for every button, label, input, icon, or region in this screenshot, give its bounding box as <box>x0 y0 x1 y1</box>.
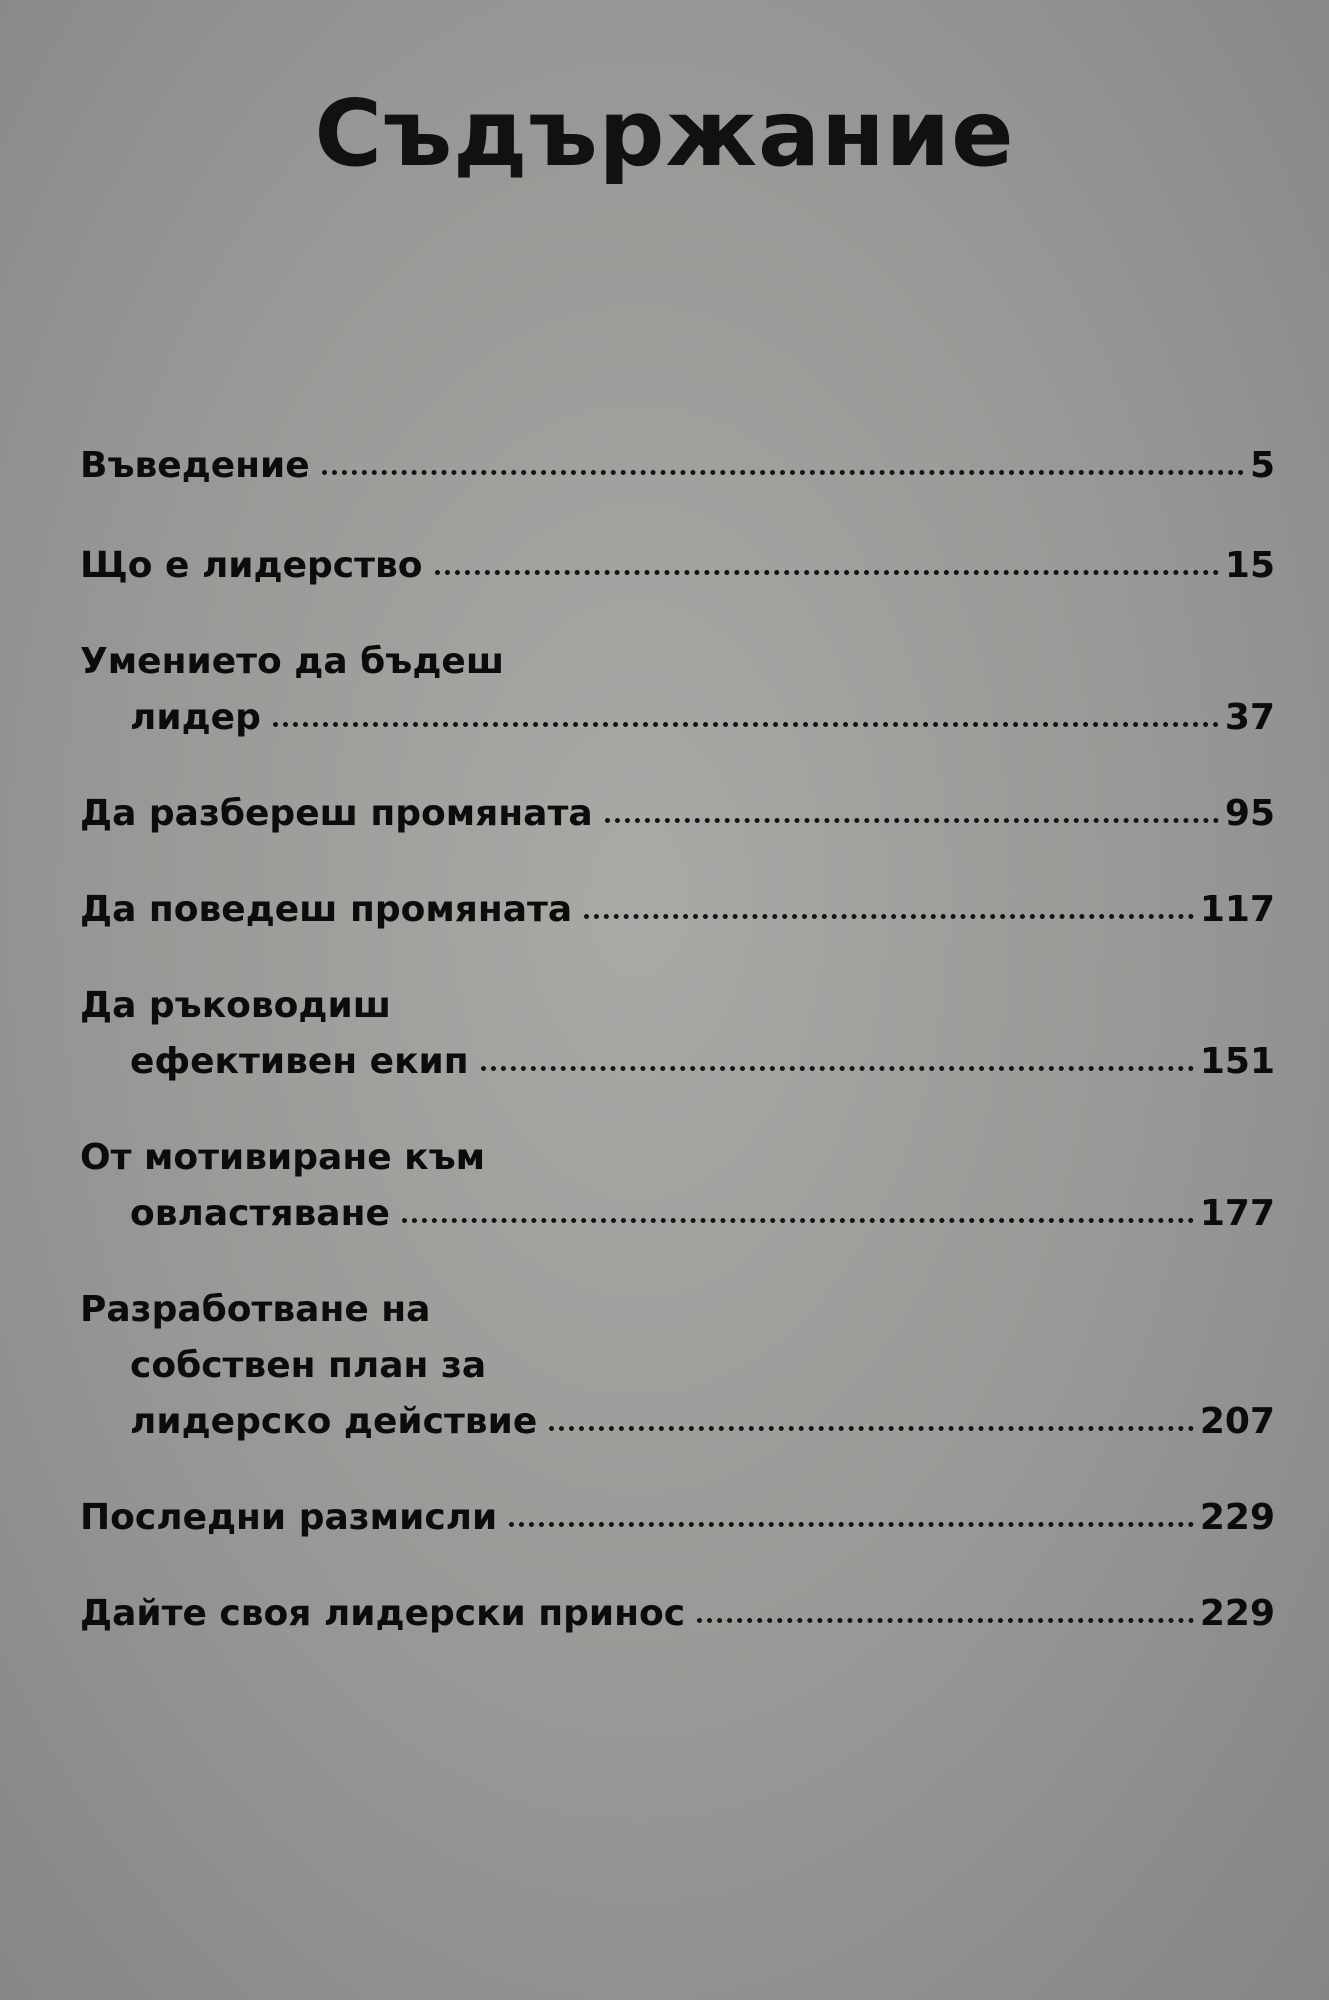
toc-page-number: 15 <box>1224 545 1275 586</box>
page-title: Съдържание <box>314 80 1015 187</box>
toc-entry-line <box>80 882 1275 938</box>
toc-page-number: 177 <box>1199 1193 1275 1234</box>
toc-entry-line <box>80 1282 1275 1338</box>
toc-entry-title-continued: лидер <box>130 697 261 738</box>
toc-entry-title: Да ръководиш <box>80 985 391 1026</box>
dot-leader <box>697 1618 1194 1623</box>
toc-entry <box>80 978 1275 1090</box>
toc-entry-title: От мотивиране към <box>80 1137 486 1178</box>
toc-entry <box>80 1130 1275 1242</box>
toc-entry-title-continued: овластяване <box>130 1193 390 1234</box>
toc-entry <box>80 538 1275 594</box>
toc-entry <box>80 786 1275 842</box>
toc-entry-line <box>80 690 1275 746</box>
toc-entry-title: Последни размисли <box>80 1497 498 1538</box>
toc-entry-line <box>80 1186 1275 1242</box>
toc-entry-line <box>80 538 1275 594</box>
toc-page-number: 5 <box>1249 445 1275 486</box>
dot-leader <box>322 470 1244 475</box>
toc-entry <box>80 1282 1275 1450</box>
dot-leader <box>273 722 1219 727</box>
toc-page-number: 37 <box>1224 697 1275 738</box>
toc-entry-title: Разработване на <box>80 1289 431 1330</box>
table-of-contents <box>80 438 1275 1642</box>
toc-entry-title: Въведение <box>80 445 310 486</box>
toc-entry-title: Да поведеш промяната <box>80 889 573 930</box>
toc-entry-title: Дайте своя лидерски принос <box>80 1593 686 1634</box>
toc-entry <box>80 438 1275 494</box>
toc-page-number: 151 <box>1199 1041 1275 1082</box>
dot-leader <box>549 1426 1194 1431</box>
toc-entry-title: Да разбереш промяната <box>80 793 593 834</box>
toc-page-number: 229 <box>1199 1497 1275 1538</box>
toc-entry-line <box>80 438 1275 494</box>
toc-entry-line <box>80 1130 1275 1186</box>
toc-entry <box>80 634 1275 746</box>
toc-page-number: 117 <box>1199 889 1275 930</box>
dot-leader <box>605 818 1219 823</box>
dot-leader <box>509 1522 1194 1527</box>
dot-leader <box>584 914 1194 919</box>
dot-leader <box>402 1218 1194 1223</box>
toc-entry-title: Умението да бъдеш <box>80 641 505 682</box>
toc-entry <box>80 882 1275 938</box>
toc-entry-title-continued: лидерско действие <box>130 1401 538 1442</box>
toc-entry-line <box>80 1394 1275 1450</box>
toc-page-number: 229 <box>1199 1593 1275 1634</box>
toc-entry <box>80 1490 1275 1546</box>
toc-entry <box>80 1586 1275 1642</box>
toc-entry-title-continued: собствен план за <box>130 1345 487 1386</box>
toc-entry-line <box>80 634 1275 690</box>
toc-entry-title: Що е лидерство <box>80 545 423 586</box>
toc-entry-line <box>80 1586 1275 1642</box>
toc-page-number: 207 <box>1199 1401 1275 1442</box>
toc-entry-line <box>80 1490 1275 1546</box>
toc-entry-title-continued: ефективен екип <box>130 1041 469 1082</box>
toc-entry-line <box>80 1034 1275 1090</box>
toc-entry-line <box>80 786 1275 842</box>
dot-leader <box>435 570 1219 575</box>
toc-entry-line <box>80 1338 1275 1394</box>
toc-page-number: 95 <box>1224 793 1275 834</box>
toc-entry-line <box>80 978 1275 1034</box>
dot-leader <box>481 1066 1194 1071</box>
